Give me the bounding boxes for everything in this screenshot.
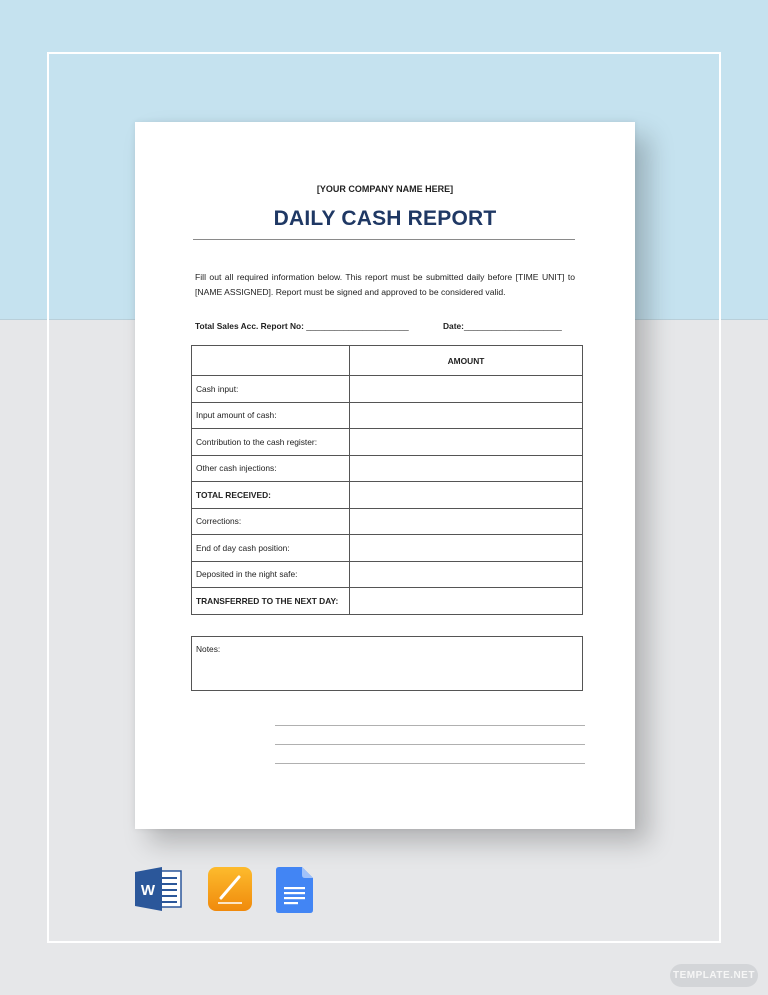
table-row (192, 508, 583, 535)
label-column-header (192, 346, 350, 376)
company-name-placeholder: [YOUR COMPANY NAME HERE] (316, 184, 454, 194)
amount-cell[interactable] (350, 588, 583, 615)
row-label: Other cash injections: (192, 455, 350, 482)
sales-report-line: ______________________ (306, 321, 409, 331)
row-label: Cash input: (192, 376, 350, 403)
table-row (192, 402, 583, 429)
date-field (443, 321, 562, 331)
amount-cell[interactable] (350, 455, 583, 482)
signature-line (275, 744, 585, 745)
row-label: End of day cash position: (192, 535, 350, 562)
row-label: TOTAL RECEIVED: (192, 482, 350, 509)
row-label: Deposited in the night safe: (192, 561, 350, 588)
amount-cell[interactable] (350, 402, 583, 429)
svg-text:W: W (140, 882, 156, 899)
document-title: DAILY CASH REPORT (273, 207, 497, 230)
word-icon[interactable] (135, 867, 183, 916)
date-line: _____________________ (463, 321, 562, 331)
row-label: Input amount of cash: (192, 402, 350, 429)
sales-report-label: Total Sales Acc. Report No: (195, 321, 304, 331)
amount-cell[interactable] (350, 508, 583, 535)
amount-cell[interactable] (350, 535, 583, 562)
pages-icon[interactable] (208, 867, 252, 916)
notes-box[interactable] (191, 636, 583, 691)
table-row (192, 482, 583, 509)
signature-line (275, 725, 585, 726)
cash-table (191, 345, 583, 615)
table-row (192, 588, 583, 615)
sales-report-field (195, 321, 409, 331)
google-docs-icon[interactable] (276, 867, 314, 918)
instructions-text: Fill out all required information below. This report must be submitted daily before [TIME UNIT] to [NAME ASSIGNED]. Report must be signed and approved to be considered valid. (195, 272, 575, 297)
row-label: TRANSFERRED TO THE NEXT DAY: (192, 588, 350, 615)
signature-line (275, 763, 585, 764)
amount-cell[interactable] (350, 561, 583, 588)
table-row (192, 561, 583, 588)
table-row (192, 535, 583, 562)
template-net-badge[interactable]: TEMPLATE.NET (670, 964, 758, 987)
amount-cell[interactable] (350, 429, 583, 456)
table-row (192, 429, 583, 456)
table-row (192, 455, 583, 482)
table-row (192, 376, 583, 403)
amount-cell[interactable] (350, 482, 583, 509)
table-header-row (192, 346, 583, 376)
date-label: Date: (443, 321, 464, 331)
title-divider (193, 239, 575, 240)
row-label: Contribution to the cash register: (192, 429, 350, 456)
amount-column-header: AMOUNT (350, 346, 583, 376)
amount-cell[interactable] (350, 376, 583, 403)
notes-label: Notes: (196, 644, 221, 654)
document-page (135, 122, 635, 829)
row-label: Corrections: (192, 508, 350, 535)
